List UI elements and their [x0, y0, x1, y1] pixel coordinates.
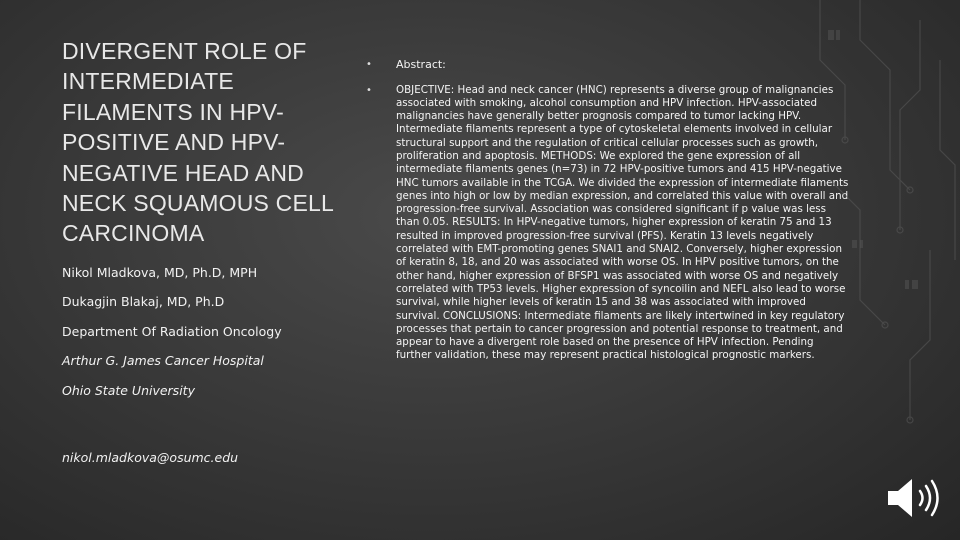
- speaker-icon[interactable]: [884, 476, 944, 520]
- slide-title: DIVERGENT ROLE OF INTERMEDIATE FILAMENTS IN HPV-POSITIVE AND HPV-NEGATIVE HEAD AND NECK SQUAMOUS CELL CARCINOMA: [62, 38, 334, 247]
- abstract-body: OBJECTIVE: Head and neck cancer (HNC) represents a diverse group of malignancies associated with smoking, alcohol consumption and HPV infection. HPV-associated malignancies have generally better prognosis compared to tumor lacking HPV. Intermediate filaments represent a type of cytoskeletal elements involved in cellular structural support and the regulation of critical cellular processes such as growth, proliferation and apoptosis. METHODS: We explored the gene expression of all intermediate filaments genes (n=73) in 72 HPV-positive tumors and 415 HPV-negative HNC tumors available in the TCGA. We divided the expression of intermediate filaments genes into high or low by median expression, and correlated this value with overall and progression-free survival. Association was considered significant if p value was less than 0.05. RESULTS: In HPV-negative tumors, higher expression of keratin 75 and 13 resulted in improved progression-free survival (PFS). Keratin 13 levels negatively correlated with EMT-promoting genes SNAI1 and SNAI2. Conversely, higher expression of keratin 8, 18, and 20 was associated with worse OS. In HPV positive tumors, on the other hand, higher expression of BFSP1 was associated with worse OS and negatively correlated with TP53 levels. Higher expression of syncoilin and NEFL also lead to worse survival, while higher levels of keratin 15 and 38 was associated with improved survival. CONCLUSIONS: Intermediate filaments are likely intertwined in key regulatory processes that pertain to cancer progression and potential response to treatment, and appear to have a divergent role based on the presence of HPV infection. Pending further validation, these may represent practical histological prognostic markers.: [396, 83, 849, 362]
- abstract-heading: Abstract:: [396, 58, 446, 71]
- bullet-icon: •: [366, 84, 372, 96]
- author-info: [62, 263, 347, 411]
- author-1: Nikol Mladkova, MD, Ph.D, MPH: [62, 264, 258, 280]
- background-decoration: [800, 0, 960, 540]
- bullet-icon: •: [366, 59, 372, 70]
- department: Department Of Radiation Oncology: [62, 323, 282, 339]
- author-2: Dukagjin Blakaj, MD, Ph.D: [62, 294, 225, 310]
- title-block: [62, 36, 347, 410]
- abstract-body-row: [366, 84, 852, 363]
- abstract-block: [366, 58, 852, 363]
- abstract-heading-row: [366, 58, 852, 72]
- speaker-icon-graphic: [884, 476, 944, 520]
- hospital: Arthur G. James Cancer Hospital: [62, 353, 264, 369]
- author-email: nikol.mladkova@osumc.edu: [62, 450, 239, 465]
- university: Ohio State University: [62, 382, 195, 398]
